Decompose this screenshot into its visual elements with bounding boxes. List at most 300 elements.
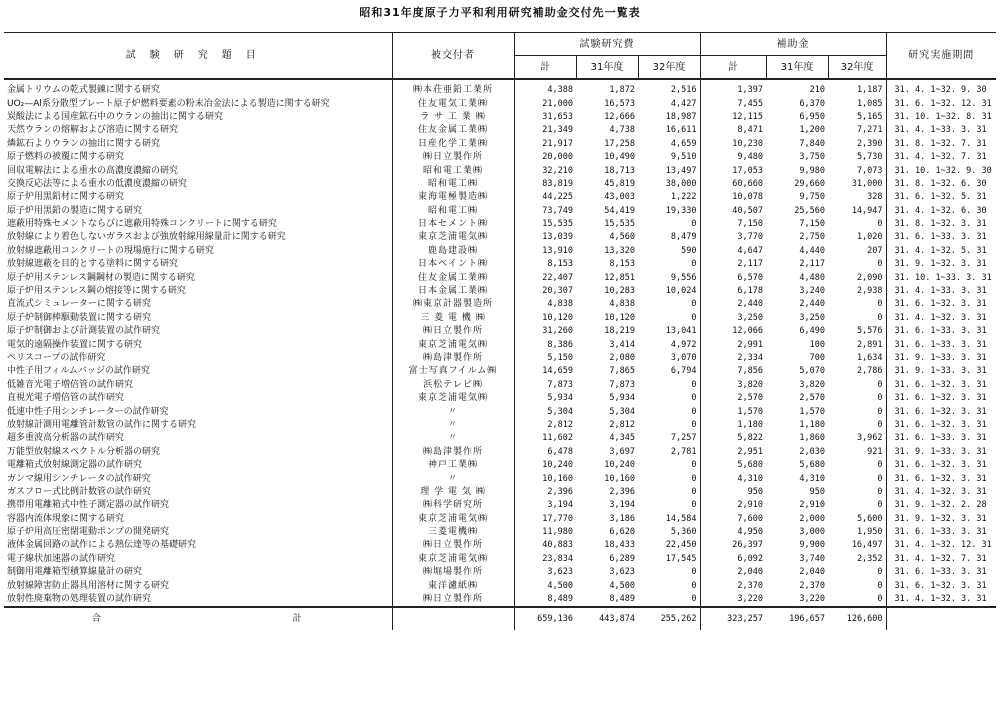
- cell-period: 31. 9. 1~33. 3. 31: [894, 366, 987, 377]
- cell-subsidy-fy32: 2,891: [828, 338, 886, 351]
- cell-expense-total: 10,160: [542, 473, 573, 484]
- cell-expense-fy31: 2,080: [609, 353, 635, 363]
- cell-expense-total: 22,407: [542, 272, 573, 283]
- cell-expense-total: 21,917: [542, 138, 573, 149]
- cell-grantee: 神戸工業㈱: [392, 459, 514, 472]
- cell-period: 31. 6. 1~32. 3. 31: [894, 379, 987, 390]
- cell-expense-total: 8,153: [547, 259, 573, 270]
- cell-subsidy-fy31: 2,910: [799, 500, 825, 511]
- cell-subsidy-total: 5,680: [737, 460, 763, 471]
- cell-subsidy-fy32: 328: [828, 191, 886, 204]
- table-row: [4, 111, 996, 124]
- cell-expense-fy31: 4,560: [609, 232, 635, 243]
- cell-subsidy-fy31: 7,150: [799, 219, 825, 230]
- table-row: [4, 526, 996, 539]
- table-row: [4, 539, 996, 552]
- cell-expense-fy32: 1,222: [638, 191, 700, 204]
- cell-subsidy-fy31: 5,070: [799, 366, 825, 377]
- cell-period: 31. 4. 1~32. 9. 30: [894, 85, 987, 96]
- cell-subject: 放射性廃棄物の処理装置の試作研究: [4, 593, 392, 607]
- cell-subsidy-fy31: 25,560: [794, 205, 825, 216]
- cell-subsidy-total: 3,250: [737, 312, 763, 323]
- cell-subsidy-fy32: 2,090: [828, 271, 886, 284]
- table-row: [4, 151, 996, 164]
- cell-grantee: ㈱東京計器製造所: [392, 298, 514, 311]
- cell-subsidy-fy32: 0: [828, 499, 886, 512]
- cell-subsidy-fy31: 2,040: [799, 567, 825, 578]
- cell-period: 31. 4. 1~32. 12. 31: [894, 540, 992, 551]
- cell-period: 31. 4. 1~32. 3. 31: [894, 594, 987, 605]
- cell-expense-fy32: 19,330: [638, 205, 700, 218]
- cell-period: 31. 4. 1~33. 3. 31: [894, 286, 987, 297]
- cell-expense-fy31: 8,489: [609, 594, 635, 605]
- cell-subsidy-fy32: 3,962: [828, 432, 886, 445]
- cell-expense-total: 4,500: [547, 580, 573, 591]
- header-grantee: 被交付者: [392, 33, 514, 80]
- cell-expense-total: 7,873: [547, 379, 573, 390]
- cell-grantee: 日本ペイント㈱: [392, 258, 514, 271]
- cell-expense-fy31: 7,873: [609, 379, 635, 390]
- cell-expense-total: 20,307: [542, 286, 573, 297]
- cell-subsidy-fy31: 9,980: [799, 165, 825, 176]
- cell-subsidy-total: 60,660: [732, 178, 763, 189]
- cell-subject: 放射線により着色しないガラスおよび強放射線用線量計に関する研究: [4, 231, 392, 244]
- cell-expense-fy32: 22,450: [638, 539, 700, 552]
- totals-subsidy-total: 323,257: [700, 607, 766, 630]
- cell-subsidy-fy32: 0: [828, 419, 886, 432]
- cell-expense-fy32: 9,510: [638, 151, 700, 164]
- cell-period: 31. 4. 1~32. 7. 31: [894, 152, 987, 163]
- cell-expense-fy31: 7,865: [609, 366, 635, 377]
- cell-period: 31. 8. 1~32. 6. 30: [894, 178, 987, 189]
- cell-subsidy-fy32: 0: [828, 258, 886, 271]
- cell-subject: 中性子用フィルムバッジの試作研究: [4, 365, 392, 378]
- cell-grantee: 〃: [392, 432, 514, 445]
- cell-subject: 電子線状加速器の試作研究: [4, 553, 392, 566]
- table-row: [4, 258, 996, 271]
- cell-period: 31. 4. 1~32. 5. 31: [894, 245, 987, 256]
- cell-subject: 原子炉用高圧密閉電動ポンプの開発研究: [4, 526, 392, 539]
- cell-period: 31. 4. 1~32. 7. 31: [894, 553, 987, 564]
- cell-subsidy-fy32: 0: [828, 392, 886, 405]
- cell-grantee: ㈱本荘亜鉛工業所: [392, 79, 514, 97]
- table-row: [4, 486, 996, 499]
- cell-expense-total: 8,386: [547, 339, 573, 350]
- cell-expense-total: 23,834: [542, 553, 573, 564]
- cell-subsidy-total: 6,092: [737, 553, 763, 564]
- cell-period: 31. 10. 1~32. 8. 31: [894, 111, 992, 122]
- cell-subject: 天然ウランの熔解および溶造に関する研究: [4, 124, 392, 137]
- cell-subsidy-fy31: 2,570: [799, 393, 825, 404]
- cell-subject: 直流式シミュレーターに関する研究: [4, 298, 392, 311]
- cell-expense-total: 5,934: [547, 393, 573, 404]
- cell-subsidy-fy31: 950: [809, 486, 825, 497]
- cell-expense-total: 13,910: [542, 245, 573, 256]
- header-expense-fy31: 31年度: [576, 56, 638, 80]
- cell-subsidy-fy32: 1,187: [828, 79, 886, 97]
- grant-table: [4, 32, 996, 630]
- cell-expense-fy31: 2,396: [609, 486, 635, 497]
- cell-period: 31. 9. 1~33. 3. 31: [894, 353, 987, 363]
- table-row: [4, 298, 996, 311]
- cell-subject: 原子炉用黒鉛材に関する研究: [4, 191, 392, 204]
- cell-expense-total: 20,000: [542, 152, 573, 163]
- table-row: [4, 352, 996, 365]
- cell-grantee: ㈱日立製作所: [392, 539, 514, 552]
- cell-grantee: 富士写真フイルム㈱: [392, 365, 514, 378]
- cell-subsidy-total: 9,480: [737, 152, 763, 163]
- cell-subsidy-fy31: 3,220: [799, 594, 825, 605]
- cell-expense-fy32: 0: [638, 472, 700, 485]
- cell-expense-fy31: 10,490: [604, 152, 635, 163]
- cell-subsidy-fy32: 0: [828, 298, 886, 311]
- cell-grantee: 理 学 電 気 ㈱: [392, 486, 514, 499]
- cell-subsidy-total: 6,178: [737, 286, 763, 297]
- cell-expense-total: 14,659: [542, 366, 573, 377]
- cell-grantee: 三菱電機㈱: [392, 526, 514, 539]
- table-row: [4, 245, 996, 258]
- cell-period: 31. 4. 1~32. 6. 30: [894, 205, 987, 216]
- cell-subsidy-total: 2,570: [737, 393, 763, 404]
- cell-subject: 炭酸法による国産鉱石中のウランの抽出に関する研究: [4, 111, 392, 124]
- cell-expense-fy32: 6,794: [638, 365, 700, 378]
- cell-grantee: 三 菱 電 機 ㈱: [392, 312, 514, 325]
- cell-grantee: 日産化学工業㈱: [392, 138, 514, 151]
- table-row: [4, 593, 996, 607]
- cell-expense-fy32: 2,781: [638, 446, 700, 459]
- cell-subject: 電離箱式放射線測定器の試作研究: [4, 459, 392, 472]
- cell-subsidy-fy31: 100: [809, 339, 825, 350]
- cell-grantee: ㈱日立製作所: [392, 151, 514, 164]
- table-row: [4, 499, 996, 512]
- cell-expense-total: 32,210: [542, 165, 573, 176]
- cell-expense-fy31: 6,289: [609, 553, 635, 564]
- cell-subsidy-fy31: 5,680: [799, 460, 825, 471]
- cell-subject: 原子炉用黒鉛の製造に関する研究: [4, 205, 392, 218]
- cell-subject: 電気的遠隔操作装置に関する研究: [4, 338, 392, 351]
- cell-subject: ペリスコープの試作研究: [4, 352, 392, 365]
- cell-expense-total: 15,535: [542, 219, 573, 230]
- cell-subsidy-total: 3,770: [737, 232, 763, 243]
- cell-expense-fy32: 5,360: [638, 526, 700, 539]
- cell-expense-total: 5,150: [547, 353, 573, 363]
- cell-subsidy-total: 5,822: [737, 433, 763, 444]
- cell-expense-total: 11,602: [542, 433, 573, 444]
- cell-subject: 回収電解法による重水の高濃度濃縮の研究: [4, 164, 392, 177]
- cell-grantee: ㈱島津製作所: [392, 446, 514, 459]
- cell-expense-fy32: 0: [638, 579, 700, 592]
- table-row: [4, 459, 996, 472]
- cell-expense-fy31: 4,738: [609, 125, 635, 136]
- cell-expense-fy31: 3,194: [609, 500, 635, 511]
- cell-expense-total: 13,039: [542, 232, 573, 243]
- cell-subject: 液体金属回路の試作による熱伝達等の基礎研究: [4, 539, 392, 552]
- cell-expense-fy32: 0: [638, 486, 700, 499]
- table-body: [4, 79, 996, 607]
- cell-expense-fy31: 4,838: [609, 299, 635, 310]
- cell-subsidy-fy31: 3,250: [799, 312, 825, 323]
- cell-expense-total: 10,240: [542, 460, 573, 471]
- cell-subsidy-fy31: 2,370: [799, 580, 825, 591]
- cell-subject: 超多重波高分析器の試作研究: [4, 432, 392, 445]
- cell-grantee: 東京芝浦電気㈱: [392, 231, 514, 244]
- cell-subject: 遮蔽用特殊セメントならびに遮蔽用特殊コンクリートに関する研究: [4, 218, 392, 231]
- cell-subsidy-fy32: 14,947: [828, 205, 886, 218]
- cell-expense-fy31: 4,345: [609, 433, 635, 444]
- cell-subsidy-fy31: 3,820: [799, 379, 825, 390]
- header-expense-total: 計: [514, 56, 576, 80]
- cell-expense-fy32: 0: [638, 392, 700, 405]
- cell-expense-fy32: 0: [638, 258, 700, 271]
- cell-period: 31. 6. 1~32. 3. 31: [894, 393, 987, 404]
- header-subsidy-total: 計: [700, 56, 766, 80]
- cell-subject: 原子炉用ステンレス鋼鋼材の製造に関する研究: [4, 271, 392, 284]
- cell-expense-fy32: 18,987: [638, 111, 700, 124]
- cell-expense-total: 21,349: [542, 125, 573, 136]
- cell-expense-fy31: 8,153: [609, 259, 635, 270]
- cell-expense-total: 73,749: [542, 205, 573, 216]
- cell-subsidy-fy32: 0: [828, 593, 886, 607]
- table-row: [4, 231, 996, 244]
- cell-grantee: 東京芝浦電気㈱: [392, 338, 514, 351]
- totals-expense-fy31: 443,874: [576, 607, 638, 630]
- cell-expense-fy32: 10,024: [638, 285, 700, 298]
- cell-subsidy-fy32: 7,073: [828, 164, 886, 177]
- cell-subsidy-fy32: 5,576: [828, 325, 886, 338]
- cell-subsidy-fy32: 2,352: [828, 553, 886, 566]
- cell-expense-fy31: 17,258: [604, 138, 635, 149]
- cell-expense-fy31: 3,697: [609, 446, 635, 457]
- cell-grantee: 東京芝浦電気㈱: [392, 513, 514, 526]
- cell-expense-fy31: 18,433: [604, 540, 635, 551]
- cell-subsidy-total: 2,910: [737, 500, 763, 511]
- cell-expense-fy32: 0: [638, 379, 700, 392]
- cell-period: 31. 6. 1~33. 3. 31: [894, 527, 987, 538]
- cell-subsidy-total: 2,370: [737, 580, 763, 591]
- cell-period: 31. 6. 1~32. 3. 31: [894, 460, 987, 471]
- cell-expense-fy31: 12,666: [604, 111, 635, 122]
- cell-subsidy-fy31: 2,117: [799, 259, 825, 270]
- cell-period: 31. 10. 1~33. 3. 31: [894, 272, 992, 283]
- header-subsidy-group: 補助金: [700, 33, 886, 56]
- cell-grantee: 昭和電工㈱: [392, 205, 514, 218]
- cell-subject: 放射線遮蔽用コンクリートの現場施行に関する研究: [4, 245, 392, 258]
- cell-expense-fy31: 3,414: [609, 339, 635, 350]
- cell-subject: 放射線障害防止器具用溶材に関する研究: [4, 579, 392, 592]
- cell-grantee: ㈱島津製作所: [392, 352, 514, 365]
- cell-subsidy-fy31: 1,200: [799, 125, 825, 136]
- table-row: [4, 271, 996, 284]
- cell-grantee: 日本セメント㈱: [392, 218, 514, 231]
- cell-subject: 直視光電子増倍管の試作研究: [4, 392, 392, 405]
- cell-subsidy-fy31: 7,840: [799, 138, 825, 149]
- cell-expense-total: 6,478: [547, 446, 573, 457]
- cell-expense-fy32: 38,000: [638, 178, 700, 191]
- cell-grantee: 住友金属工業㈱: [392, 271, 514, 284]
- table-row: [4, 405, 996, 418]
- cell-expense-fy31: 1,872: [609, 85, 635, 96]
- cell-period: 31. 4. 1~32. 3. 31: [894, 486, 987, 497]
- cell-subsidy-fy32: 1,020: [828, 231, 886, 244]
- table-row: [4, 472, 996, 485]
- cell-grantee: 〃: [392, 472, 514, 485]
- cell-subsidy-fy32: 5,600: [828, 513, 886, 526]
- cell-subsidy-total: 4,950: [737, 527, 763, 538]
- cell-period: 31. 6. 1~33. 3. 31: [894, 567, 987, 578]
- cell-subsidy-fy31: 4,310: [799, 473, 825, 484]
- table-row: [4, 285, 996, 298]
- cell-grantee: 鹿島建設㈱: [392, 245, 514, 258]
- table-row: [4, 191, 996, 204]
- table-row: [4, 338, 996, 351]
- cell-grantee: 昭和電工業㈱: [392, 164, 514, 177]
- cell-expense-fy32: 4,427: [638, 97, 700, 110]
- cell-subsidy-total: 7,150: [737, 219, 763, 230]
- cell-subsidy-total: 7,600: [737, 513, 763, 524]
- cell-subject: 原子燃料の被覆に関する研究: [4, 151, 392, 164]
- cell-grantee: 〃: [392, 405, 514, 418]
- cell-subsidy-total: 12,115: [732, 111, 763, 122]
- cell-subsidy-fy32: 5,165: [828, 111, 886, 124]
- cell-grantee: 住友金属工業㈱: [392, 124, 514, 137]
- cell-subsidy-fy31: 1,570: [799, 406, 825, 417]
- cell-subject: ガスフロー式比例計数管の試作研究: [4, 486, 392, 499]
- cell-expense-total: 4,388: [547, 85, 573, 96]
- cell-expense-fy31: 10,240: [604, 460, 635, 471]
- cell-subsidy-fy32: 5,730: [828, 151, 886, 164]
- cell-period: 31. 4. 1~32. 3. 31: [894, 312, 987, 323]
- cell-subsidy-fy31: 2,000: [799, 513, 825, 524]
- cell-period: 31. 6. 1~33. 3. 31: [894, 232, 987, 243]
- cell-period: 31. 6. 1~32. 5. 31: [894, 192, 987, 203]
- cell-subsidy-total: 6,570: [737, 272, 763, 283]
- cell-expense-total: 83,819: [542, 178, 573, 189]
- cell-subsidy-fy31: 1,180: [799, 419, 825, 430]
- cell-subject: ガンマ線用シンチレータの試作研究: [4, 472, 392, 485]
- cell-expense-fy31: 5,934: [609, 393, 635, 404]
- cell-subsidy-fy32: 1,085: [828, 97, 886, 110]
- table-row: [4, 79, 996, 97]
- cell-subject: 万能型放射線スペクトル分析器の研究: [4, 446, 392, 459]
- cell-subsidy-total: 26,397: [732, 540, 763, 551]
- cell-expense-fy31: 3,623: [609, 567, 635, 578]
- cell-expense-fy32: 13,497: [638, 164, 700, 177]
- cell-expense-fy31: 16,573: [604, 98, 635, 109]
- cell-subsidy-fy31: 210: [809, 85, 825, 96]
- cell-subsidy-total: 2,951: [737, 446, 763, 457]
- cell-subject: 低速中性子用シンチレーターの試作研究: [4, 405, 392, 418]
- cell-subject: 交換反応法等による重水の低濃度濃縮の研究: [4, 178, 392, 191]
- cell-subject: 原子炉制御棒駆動装置に関する研究: [4, 312, 392, 325]
- cell-grantee: ㈱科学研究所: [392, 499, 514, 512]
- cell-subsidy-fy31: 9,900: [799, 540, 825, 551]
- cell-grantee: ㈱堀場製作所: [392, 566, 514, 579]
- cell-expense-fy32: 17,545: [638, 553, 700, 566]
- cell-subject: 放射線遮蔽を目的とする塗料に関する研究: [4, 258, 392, 271]
- cell-expense-fy31: 10,283: [604, 286, 635, 297]
- table-row: [4, 218, 996, 231]
- cell-subsidy-fy32: 0: [828, 472, 886, 485]
- cell-expense-fy32: 4,659: [638, 138, 700, 151]
- cell-subsidy-fy32: 2,390: [828, 138, 886, 151]
- cell-period: 31. 9. 1~33. 3. 31: [894, 446, 987, 457]
- table-row: [4, 432, 996, 445]
- cell-expense-fy32: 0: [638, 312, 700, 325]
- totals-subsidy-fy31: 196,657: [766, 607, 828, 630]
- header-subject: 試験研究題目: [4, 33, 392, 80]
- cell-expense-fy31: 2,812: [609, 419, 635, 430]
- header-period: 研究実施期間: [886, 33, 996, 80]
- cell-subsidy-total: 10,230: [732, 138, 763, 149]
- cell-expense-fy31: 45,819: [604, 178, 635, 189]
- cell-subject: UO₂—Al系分散型プレート原子炉燃料要素の粉末冶金法による製造に関する研究: [4, 97, 392, 110]
- cell-subsidy-total: 2,334: [737, 353, 763, 363]
- totals-subsidy-fy32: 126,600: [828, 607, 886, 630]
- cell-period: 31. 6. 1~32. 3. 31: [894, 580, 987, 591]
- cell-subject: 燐鉱石よりウランの抽出に関する研究: [4, 138, 392, 151]
- cell-grantee: ラ サ 工 業 ㈱: [392, 111, 514, 124]
- cell-period: 31. 6. 1~33. 3. 31: [894, 339, 987, 350]
- table-row: [4, 379, 996, 392]
- table-row: [4, 97, 996, 110]
- cell-expense-total: 40,883: [542, 540, 573, 551]
- cell-subsidy-fy31: 9,750: [799, 192, 825, 203]
- cell-subsidy-fy31: 6,950: [799, 111, 825, 122]
- cell-expense-fy31: 10,160: [604, 473, 635, 484]
- cell-expense-total: 44,225: [542, 192, 573, 203]
- cell-expense-fy31: 43,003: [604, 192, 635, 203]
- cell-period: 31. 6. 1~32. 3. 31: [894, 419, 987, 430]
- cell-subsidy-fy32: 921: [828, 446, 886, 459]
- cell-subsidy-total: 4,310: [737, 473, 763, 484]
- header-subsidy-fy31: 31年度: [766, 56, 828, 80]
- table-row: [4, 124, 996, 137]
- cell-subsidy-fy32: 207: [828, 245, 886, 258]
- cell-expense-fy32: 8,479: [638, 231, 700, 244]
- table-row: [4, 446, 996, 459]
- cell-subsidy-fy31: 2,440: [799, 299, 825, 310]
- cell-subsidy-fy31: 29,660: [794, 178, 825, 189]
- cell-expense-fy31: 5,304: [609, 406, 635, 417]
- cell-period: 31. 9. 1~32. 2. 28: [894, 500, 987, 511]
- cell-expense-fy32: 7,257: [638, 432, 700, 445]
- cell-subsidy-total: 40,507: [732, 205, 763, 216]
- cell-expense-total: 3,194: [547, 500, 573, 511]
- cell-expense-total: 31,653: [542, 111, 573, 122]
- cell-subsidy-total: 950: [747, 486, 763, 497]
- header-subsidy-fy32: 32年度: [828, 56, 886, 80]
- cell-subject: 携帯用電離箱式中性子測定器の試作研究: [4, 499, 392, 512]
- table-row: [4, 419, 996, 432]
- totals-row: [4, 607, 996, 630]
- cell-subsidy-fy31: 4,440: [799, 245, 825, 256]
- totals-expense-fy32: 255,262: [638, 607, 700, 630]
- cell-subsidy-total: 3,220: [737, 594, 763, 605]
- cell-expense-fy31: 3,186: [609, 513, 635, 524]
- totals-label-right: 計: [292, 613, 304, 624]
- cell-expense-total: 31,260: [542, 326, 573, 337]
- cell-grantee: 昭和電工㈱: [392, 178, 514, 191]
- cell-expense-fy32: 0: [638, 459, 700, 472]
- cell-expense-fy31: 6,620: [609, 527, 635, 538]
- cell-expense-total: 2,396: [547, 486, 573, 497]
- cell-period: 31. 9. 1~32. 3. 31: [894, 513, 987, 524]
- table-row: [4, 566, 996, 579]
- cell-expense-fy32: 13,041: [638, 325, 700, 338]
- cell-subsidy-total: 1,180: [737, 419, 763, 430]
- cell-expense-fy31: 15,535: [604, 219, 635, 230]
- cell-expense-total: 21,000: [542, 98, 573, 109]
